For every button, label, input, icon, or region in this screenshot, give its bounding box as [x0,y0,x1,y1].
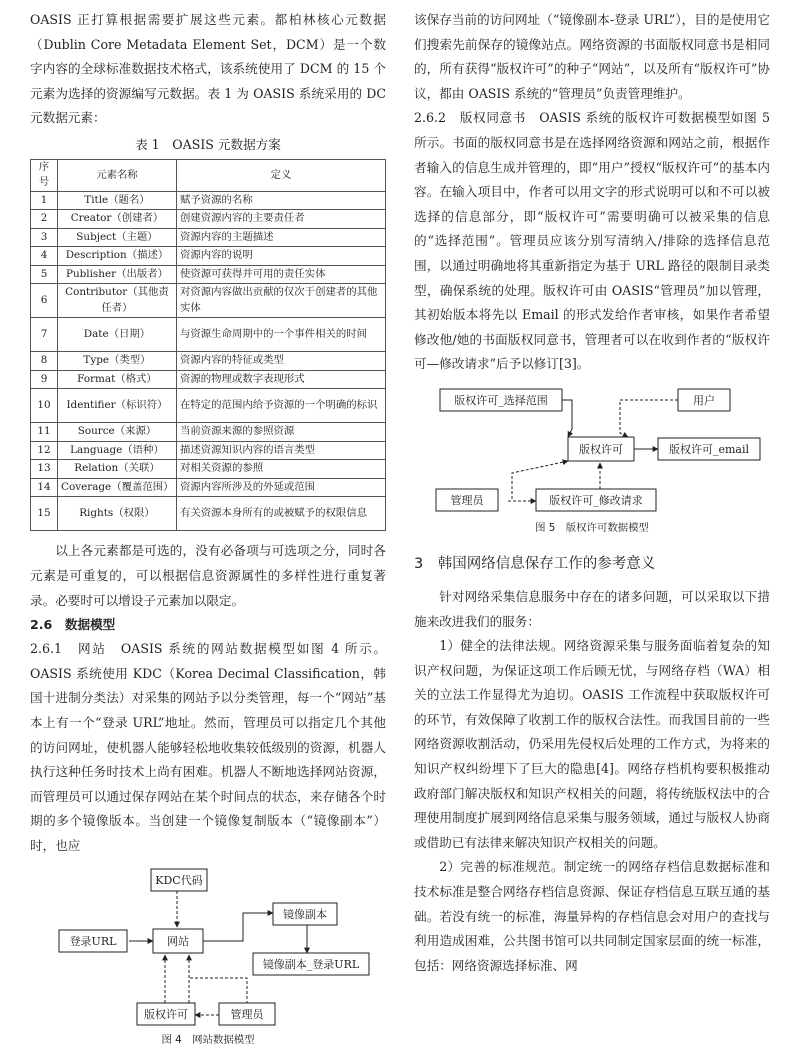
table-cell-def: 对资源内容做出贡献的仅次于创建者的其他实体 [177,284,386,318]
table-header-num: 序号 [31,159,58,191]
node-email-label: 版权许可_email [668,442,750,456]
table-cell-def: 资源内容的主题描述 [177,228,386,247]
section-3-heading: 3 韩国网络信息保存工作的参考意义 [414,555,656,572]
table-cell-num: 3 [31,228,58,247]
table-cell-def: 赋予资源的名称 [177,191,386,210]
table-row [31,423,386,442]
table-cell-def: 有关资源本身所有的或被赋予的权限信息 [177,497,386,531]
table-cell-def: 当前资源来源的参照资源 [177,423,386,442]
continued-paragraph: 该保存当前的访问网址（“镜像副本-登录 URL”），目的是使用它们搜索先前保存的镜像站点。网络资源的书面版权同意书是相同的，所有获得“版权许可”的种子“网站”，以及所有“版权许可”协议，都由 OASIS 系统的“管理员”负责管理维护。 [414,12,770,101]
table-cell-def: 资源内容的特征或类型 [177,352,386,371]
section-2-6-2-paragraph: 2.6.2 版权同意书 OASIS 系统的版权许可数据模型如图 5 所示。书面的版权同意书是在选择网络资源和网站之前，根据作者输入的信息生成并管理的，即“用户”授权“版权许可”的基本内容。在输入项目中，作者可以用文字的形式说明可以和不可以被选择的信息部分，即“版权许可”需要明确可以被采集的信息的“选择范围”。管理员应该分别写清纳入/排除的选择信息范围，以通过明确地将其重新指定为基于 URL 路径的限制目录类型，确保系统的处理。版权许可由 OASIS“管理员”加以管理，其初始版本将先以 Email 的形式发给作者审核，如果作者希望修改他/她的书面版权同意书，管理者可以在收到作者的“版权许可—修改请求”后予以修订[3]。 [414,110,770,372]
table-cell-num: 4 [31,247,58,266]
intro-paragraph: OASIS 正打算根据需要扩展这些元素。都柏林核心元数据（Dublin Core Metadata Element Set，DCM）是一个数字内容的全球标准数据技术格式，该系统使用了 DCM 的 15 个元素为选择的资源编写元数据。表 1 为 OASIS 系统采用的 DC 元数据元素： [30,12,386,126]
table-row [31,441,386,460]
table-row [31,247,386,266]
table-row [31,191,386,210]
table-body [31,191,386,531]
table-row [31,352,386,371]
section-2-6-heading: 2.6 数据模型 [30,617,116,633]
table-row [31,318,386,352]
table-cell-def: 资源的物理或数字表现形式 [177,370,386,389]
table-cell-num: 9 [31,370,58,389]
node-login-url-label: 登录URL [69,934,117,948]
figure-5-diagram [422,381,762,519]
node-admin-label: 管理员 [230,1007,264,1021]
figure-4-diagram [43,863,373,1031]
table-row [31,228,386,247]
table-cell-name: Subject（主题） [58,228,177,247]
table-cell-name: Type（类型） [58,352,177,371]
table-cell-num: 2 [31,210,58,229]
edge-site-mirror [203,913,273,941]
node-user-label: 用户 [693,393,715,407]
metadata-table [30,159,386,532]
table-cell-num: 5 [31,265,58,284]
table-cell-name: Date（日期） [58,318,177,352]
figure-4 [43,863,373,1049]
table-cell-def: 对相关资源的参照 [177,460,386,479]
table-row [31,370,386,389]
table-cell-def: 在特定的范围内给予资源的一个明确的标识 [177,389,386,423]
table-cell-num: 7 [31,318,58,352]
node-scope-label: 版权许可_选择范围 [454,393,548,407]
table-row [31,497,386,531]
left-column [30,8,386,1049]
node-admin-label: 管理员 [450,493,484,507]
node-mirror-login-label: 镜像副本_登录URL [262,957,360,971]
right-column [414,8,770,978]
node-kdc-label: KDC代码 [155,873,203,887]
table-cell-def: 描述资源知识内容的语言类型 [177,441,386,460]
table-cell-num: 12 [31,441,58,460]
table-caption: 表 1 OASIS 元数据方案 [135,136,281,152]
section-3-intro: 针对网络采集信息服务中存在的诸多问题，可以采取以下措施来改进我们的服务： [414,588,770,629]
table-cell-def: 创建资源内容的主要责任者 [177,210,386,229]
table-row [31,478,386,497]
table-cell-name: Relation（关联） [58,460,177,479]
table-row [31,265,386,284]
table-cell-num: 10 [31,389,58,423]
section-3-point-2: 2）完善的标准规范。制定统一的网络存档信息数据标准和技术标准是整合网络存档信息资源、保证存档信息互联互通的基础。若没有统一的标准，海量异构的存档信息会对用户的查找与利用造成困难，公共图书馆可以共同制定国家层面的统一标准，包括：网络资源选择标准、网 [414,859,770,973]
table-row [31,460,386,479]
table-row [31,389,386,423]
table-cell-num: 6 [31,284,58,318]
table-cell-def: 资源内容所涉及的外延或范围 [177,478,386,497]
table-cell-name: Coverage（覆盖范围） [58,478,177,497]
section-2-6-1-paragraph: 2.6.1 网站 OASIS 系统的网站数据模型如图 4 所示。OASIS 系统使用 KDC（Korea Decimal Classification，韩国十进制分类法）对采集的网站予以分类管理，每一个“网站”基本上有一个“登录 URL”地址。然而，管理员可以指定几个其他的访问网址，使机器人能够轻松地收集较低级别的资源，机器人执行这种任务时技术上尚有困难。机器人不断地选择网站资源，而管理员可以通过保存网站在某个时间点的状态，来存储各个时期的多个镜像版本。当创建一个镜像复制版本（“镜像副本”）时，也应 [30,641,386,853]
node-license-label: 版权许可 [579,442,623,456]
node-modify-label: 版权许可_修改请求 [549,493,643,507]
figure-4-caption: 图 4 网站数据模型 [161,1033,255,1046]
table-cell-num: 11 [31,423,58,442]
table-cell-name: Language（语种） [58,441,177,460]
edge-scope-license [562,400,572,437]
table-cell-name: Identifier（标识符） [58,389,177,423]
after-table-paragraph: 以上各元素都是可选的，没有必备项与可选项之分，同时各元素是可重复的，可以根据信息资源属性的多样性进行重复著录。必要时可以增设子元素加以限定。 [30,543,386,608]
table-row [31,210,386,229]
node-site-label: 网站 [167,934,189,948]
table-cell-name: Creator（创建者） [58,210,177,229]
table-cell-num: 13 [31,460,58,479]
figure-5 [422,381,762,537]
edge-user-license [620,400,678,437]
section-3-point-1: 1）健全的法律法规。网络资源采集与服务面临着复杂的知识产权问题，为保证这项工作后顾无忧，与网络存档（WA）相关的立法工作显得尤为迫切。OASIS 工作流程中获取版权许可的环节，有效保障了收割工作的版权合法性。而我国目前的一些网络资源收割活动，仍采用先侵权后处理的工作方式，为将来的知识产权纠纷埋下了巨大的隐患[4]。网络存档机构要积极推动政府部门解决版权和知识产权相关的问题，将传统版权法中的合理使用制度扩展到网络信息采集与服务领域，通过与版权人协商或借助已有法律来解决知识产权相关的问题。 [414,638,770,850]
table-cell-name: Rights（权限） [58,497,177,531]
table-cell-name: Publisher（出版者） [58,265,177,284]
table-cell-num: 14 [31,478,58,497]
figure-5-caption: 图 5 版权许可数据模型 [535,521,649,534]
table-cell-name: Source（来源） [58,423,177,442]
table-cell-num: 8 [31,352,58,371]
table-cell-name: Contributor（其他责任者） [58,284,177,318]
table-header-def: 定义 [177,159,386,191]
table-cell-num: 1 [31,191,58,210]
table-cell-def: 使资源可获得并可用的责任实体 [177,265,386,284]
table-cell-def: 资源内容的说明 [177,247,386,266]
table-header-name: 元素名称 [58,159,177,191]
node-license-label: 版权许可 [144,1007,188,1021]
table-cell-name: Title（题名） [58,191,177,210]
node-mirror-label: 镜像副本 [283,907,327,921]
table-cell-name: Format（格式） [58,370,177,389]
table-cell-def: 与资源生命周期中的一个事件相关的时间 [177,318,386,352]
table-cell-name: Description（描述） [58,247,177,266]
table-cell-num: 15 [31,497,58,531]
table-row [31,284,386,318]
